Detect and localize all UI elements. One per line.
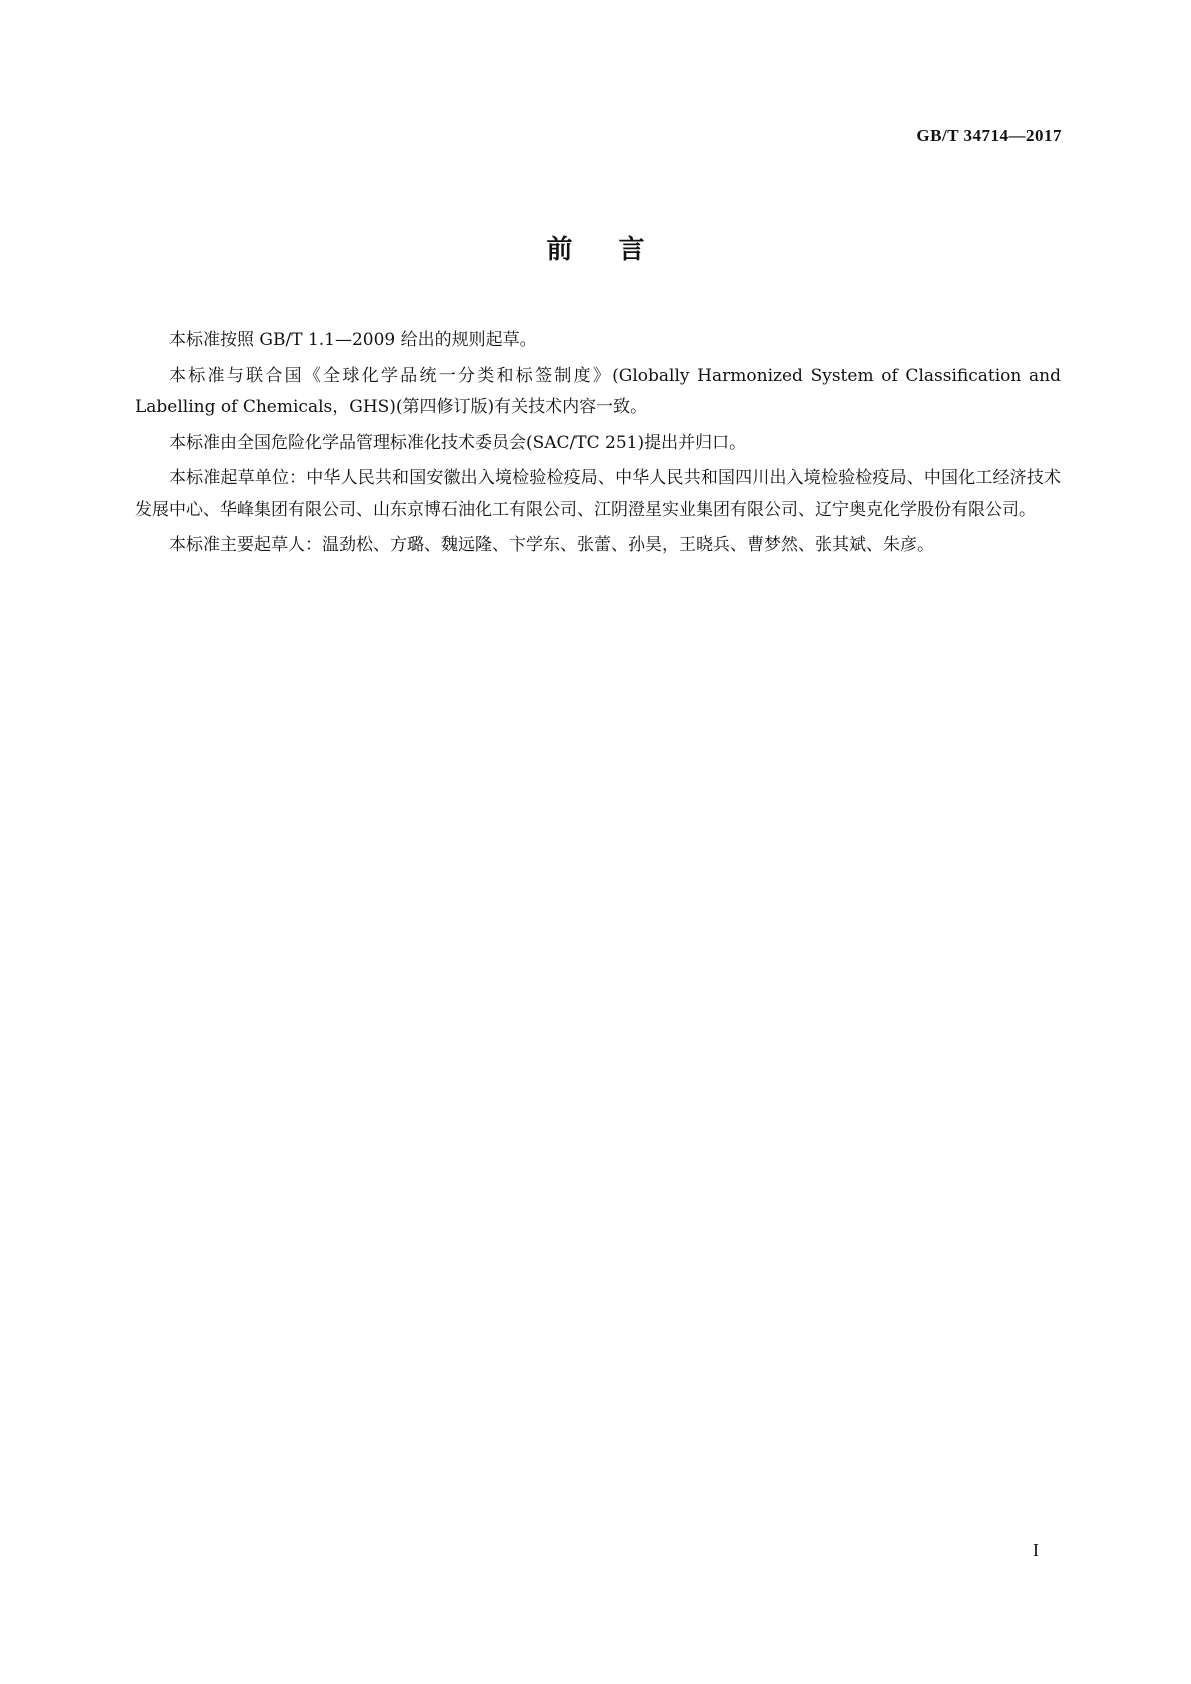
- paragraph-proposer: 本标准由全国危险化学品管理标准化技术委员会(SAC/TC 251)提出并归口。: [169, 432, 747, 453]
- standard-code: GB/T 34714—2017: [916, 126, 1062, 145]
- page-number: I: [1033, 1540, 1039, 1560]
- document-body: [135, 325, 1061, 566]
- paragraph-drafting-units: 本标准起草单位：中华人民共和国安徽出入境检验检疫局、中华人民共和国四川出入境检验检疫局、中国化工经济技术发展中心、华峰集团有限公司、山东京博石油化工有限公司、江阴澄星实业集团有限公司、辽宁奥克化学股份有限公司。: [135, 468, 1061, 520]
- page-title: 前言: [546, 235, 691, 265]
- paragraph-drafting-rules: 本标准按照 GB/T 1.1—2009 给出的规则起草。: [169, 330, 537, 350]
- paragraph-ghs-consistency: 本标准与联合国《全球化学品统一分类和标签制度》(Globally Harmonized System of Classification and Labelling of Chemicals，GHS)(第四修订版)有关技术内容一致。: [135, 365, 1061, 417]
- paragraph-drafters: 本标准主要起草人：温劲松、方璐、魏远隆、卞学东、张蕾、孙昊，王晓兵、曹梦然、张其斌、朱彦。: [169, 535, 934, 555]
